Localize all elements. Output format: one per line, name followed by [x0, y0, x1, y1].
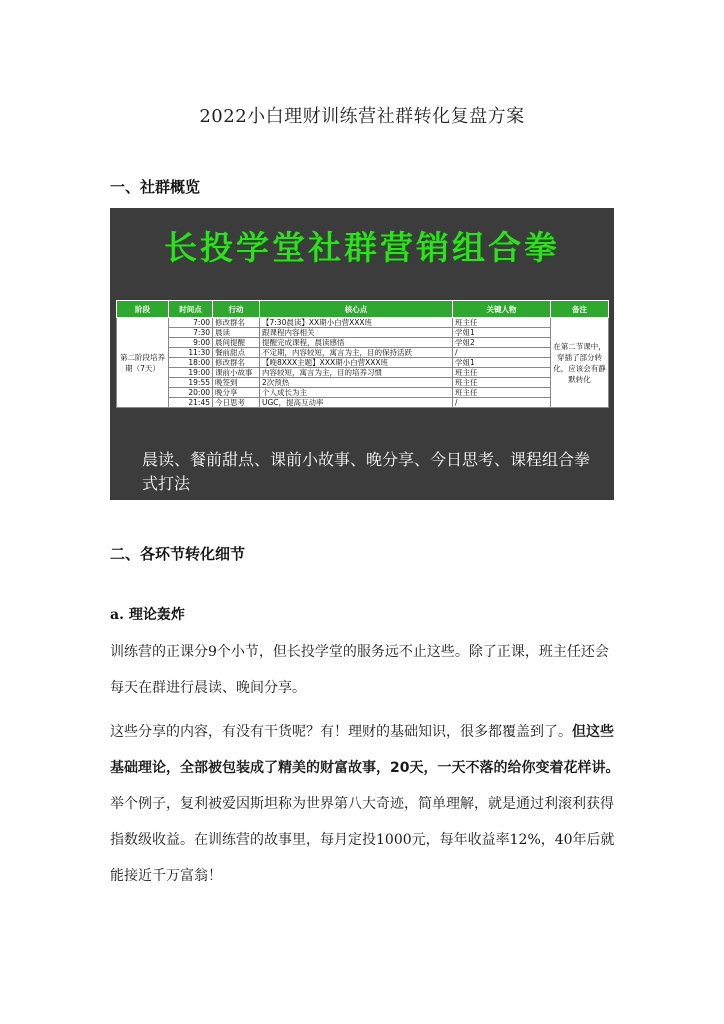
action-cell: 晚签到 [213, 378, 260, 388]
core-cell: 不定期，内容较短，寓言为主，目的保持活跃 [260, 348, 453, 358]
table-row [117, 398, 609, 408]
paragraph-2-bold: 但这些基础理论，全部被包装成了精美的财富故事，20天，一天不落的给你变着花样讲。 [110, 724, 620, 776]
schedule-table [116, 300, 609, 408]
time-cell: 19:55 [169, 378, 213, 388]
person-cell: / [453, 398, 551, 408]
time-cell: 11:30 [169, 348, 213, 358]
paragraph-2-start: 这些分享的内容，有没有干货呢？有！理财的基础知识，很多都覆盖到了。 [110, 724, 572, 740]
action-cell: 课前小故事 [213, 368, 260, 378]
section-heading-overview: 一、社群概览 [110, 178, 201, 196]
header-note: 备注 [551, 301, 609, 318]
core-cell: 提醒完成课程，晨读感悟 [260, 338, 453, 348]
header-stage: 阶段 [117, 301, 169, 318]
core-cell: 跟课程内容相关 [260, 328, 453, 338]
time-cell: 20:00 [169, 388, 213, 398]
time-cell: 18:00 [169, 358, 213, 368]
person-cell: 学姐1 [453, 328, 551, 338]
marketing-figure [110, 208, 614, 500]
paragraph-1: 训练营的正课分9个小节，但长投学堂的服务远不止这些。除了正课，班主任还会每天在群进行晨读、晚间分享。 [110, 644, 609, 696]
time-cell: 7:30 [169, 328, 213, 338]
figure-caption: 晨读、餐前甜点、课前小故事、晚分享、今日思考、课程组合拳式打法 [142, 450, 591, 493]
core-cell: 内容较短，寓言为主，目的培养习惯 [260, 368, 453, 378]
header-action: 行动 [213, 301, 260, 318]
action-cell: 修改群名 [213, 358, 260, 368]
header-core: 核心点 [260, 301, 453, 318]
table-row [117, 328, 609, 338]
figure-banner: 长投学堂社群营销组合拳 [164, 228, 560, 267]
action-cell: 晚分享 [213, 388, 260, 398]
subheading-theory: a. 理论轰炸 [110, 607, 185, 623]
core-cell: 个人成长为主 [260, 388, 453, 398]
time-cell: 21:45 [169, 398, 213, 408]
note-cell: 在第二节课中，穿插了部分转化，应该会有静默转化 [551, 318, 609, 408]
table-row [117, 358, 609, 368]
action-cell: 餐前甜点 [213, 348, 260, 358]
person-cell: 班主任 [453, 368, 551, 378]
header-time: 时间点 [169, 301, 213, 318]
person-cell: / [453, 348, 551, 358]
action-cell: 修改群名 [213, 318, 260, 328]
person-cell: 学姐1 [453, 358, 551, 368]
paragraph-2-end: 举个例子，复利被爱因斯坦称为世界第八大奇迹，简单理解，就是通过利滚利获得指数级收益。在训练营的故事里，每月定投1000元，每年收益率12%，40年后就能接近千万富翁！ [110, 796, 615, 884]
person-cell: 班主任 [453, 388, 551, 398]
core-cell: 2次预热 [260, 378, 453, 388]
header-person: 关键人物 [453, 301, 551, 318]
table-row [117, 368, 609, 378]
action-cell: 今日思考 [213, 398, 260, 408]
action-cell: 晨读 [213, 328, 260, 338]
person-cell: 班主任 [453, 318, 551, 328]
table-header-row [117, 301, 609, 318]
core-cell: UGC，提高互动率 [260, 398, 453, 408]
action-cell: 晨间提醒 [213, 338, 260, 348]
time-cell: 19:00 [169, 368, 213, 378]
table-row [117, 348, 609, 358]
document-title: 2022小白理财训练营社群转化复盘方案 [199, 106, 525, 127]
table-row [117, 318, 609, 328]
person-cell: 班主任 [453, 378, 551, 388]
section-heading-details: 二、各环节转化细节 [110, 545, 246, 563]
time-cell: 7:00 [169, 318, 213, 328]
time-cell: 9:00 [169, 338, 213, 348]
table-row [117, 338, 609, 348]
core-cell: 【晚8XXX主题】XXX期小白营XXX班 [260, 358, 453, 368]
core-cell: 【7:30晨读】XX期小白营XXX班 [260, 318, 453, 328]
table-row [117, 388, 609, 398]
table-row [117, 378, 609, 388]
stage-cell: 第二阶段培养期（7天） [117, 318, 169, 408]
paragraph-2 [110, 714, 620, 894]
person-cell: 学姐2 [453, 338, 551, 348]
